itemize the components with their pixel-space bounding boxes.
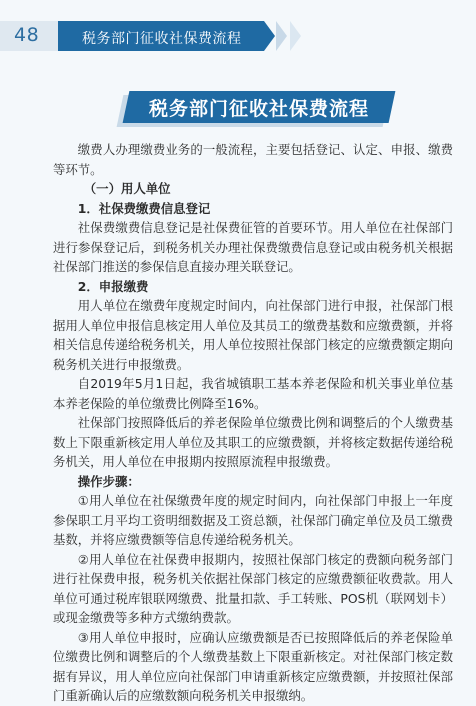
intro-paragraph: 缴费人办理缴费业务的一般流程，主要包括登记、认定、申报、缴费等环节。 bbox=[53, 142, 453, 177]
heading-declaration: 2．申报缴费 bbox=[77, 278, 149, 294]
running-header bbox=[0, 21, 476, 51]
heading-employer: （一）用人单位 bbox=[83, 181, 171, 196]
header-chevron-1 bbox=[276, 21, 287, 51]
paragraph-declaration: 用人单位在缴费年度规定时间内，向社保部门进行申报，社保部门根据用人单位申报信息核定用人单位及其员工的缴费基数和应缴费额，并将相关信息传递给税务机关，用人单位按照社保部门核定的应缴费额定期向税务机关进行申报缴费。 bbox=[53, 298, 453, 372]
section-title: 税务部门征收社保费流程 bbox=[148, 98, 369, 120]
page-number-box bbox=[0, 21, 58, 51]
heading-steps: 操作步骤： bbox=[77, 473, 140, 489]
section-title-block bbox=[126, 91, 392, 123]
paragraph-recalculation: 社保部门按照降低后的养老保险单位缴费比例和调整后的个人缴费基数上下限重新核定用人单位及其职工的应缴费额，并将核定数据传递给税务机关，用人单位在申报期内按照原流程申报缴费。 bbox=[53, 415, 453, 469]
paragraph-rate-change: 自2019年5月1日起，我省城镇职工基本养老保险和机关事业单位基本养老保险的单位缴费比例降至16%。 bbox=[53, 376, 453, 411]
step-2: ②用人单位在社保费申报期内，按照社保部门核定的费额向税务部门进行社保费申报，税务机关依据社保部门核定的应缴费额征收费款。用人单位可通过税库银联网缴费、批量扣款、手工转账、POS机（联网划卡）或现金缴费等多种方式缴纳费款。 bbox=[53, 551, 453, 625]
body-text bbox=[53, 140, 453, 706]
header-chevron-2 bbox=[290, 21, 301, 51]
header-arrow-tip bbox=[264, 21, 275, 51]
running-title: 税务部门征收社保费流程 bbox=[82, 31, 242, 47]
step-1: ①用人单位在社保缴费年度的规定时间内，向社保部门申报上一年度参保职工月平均工资明细数据及工资总额，社保部门确定单位及员工缴费基数，并将应缴费额等信息传递给税务机关。 bbox=[53, 493, 453, 547]
paragraph-registration: 社保费缴费信息登记是社保费征管的首要环节。用人单位在社保部门进行参保登记后，到税务机关办理社保费缴费信息登记或由税务机关根据社保部门推送的参保信息直接办理关联登记。 bbox=[53, 220, 453, 274]
heading-registration: 1．社保费缴费信息登记 bbox=[77, 200, 211, 216]
page-number: 48 bbox=[14, 24, 40, 46]
step-3: ③用人单位申报时，应确认应缴费额是否已按照降低后的养老保险单位缴费比例和调整后的个人缴费基数上下限重新核定。对社保部门核定数据有异议，用人单位应向社保部门申请重新核定应缴费额，并按照社保部门重新确认后的应缴数额向税务机关申报缴纳。 bbox=[53, 629, 453, 703]
